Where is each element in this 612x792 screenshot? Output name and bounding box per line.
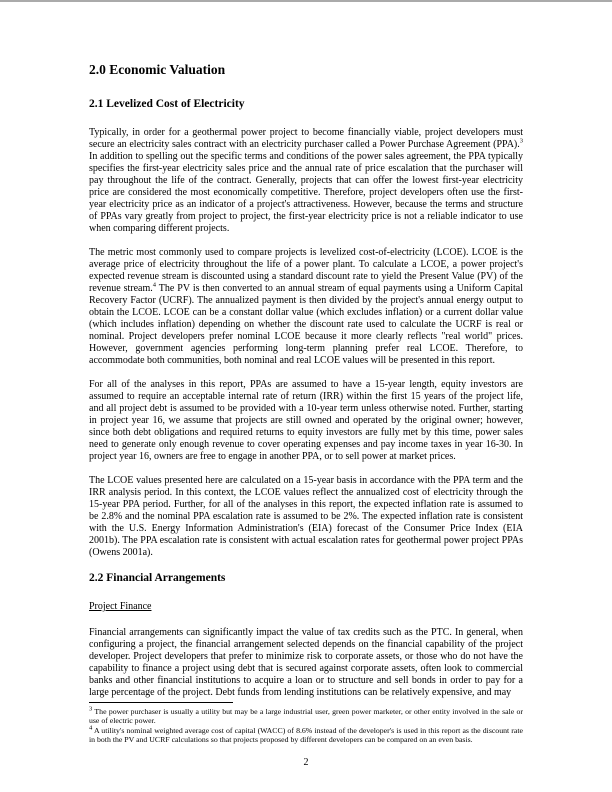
paragraph-text: Typically, in order for a geothermal power project to become financially viable, project developers must secure an electricity sales contract with an electricity purchaser called a Power Purchase Agreement (PPA).: [89, 127, 523, 150]
paragraph-lcoe-definition: [89, 247, 523, 367]
paragraph-lcoe-basis: The LCOE values presented here are calculated on a 15-year basis in accordance with the PPA term and the IRR analysis period. In this context, the LCOE values reflect the annualized cost of electricity through the 15-year PPA period. Further, for all of the analyses in this report, the expected inflation rate is assumed to be 2.8% and the nominal PPA escalation rate is assumed to be 2%. The expected inflation rate is consistent with the U.S. Energy Information Administration's (EIA) forecast of the Consumer Price Index (EIA 2001b). The PPA escalation rate is consistent with actual escalation rates for geothermal power project PPAs (Owens 2001a).: [89, 475, 523, 558]
heading-economic-valuation: 2.0 Economic Valuation: [89, 62, 226, 77]
paragraph-ppa-intro: [89, 127, 523, 235]
heading-levelized-cost: 2.1 Levelized Cost of Electricity: [89, 98, 245, 110]
footnote-ref-4: 4: [152, 281, 157, 289]
paragraph-text: In addition to spelling out the specific terms and conditions of the power sales agreement, the PPA typically specifies the first-year electricity sales price and the annual rate of price escalation that the purchaser will pay throughout the life of the contract. Generally, projects that can offer the lowest first-year electricity price are considered the most economically competitive. Therefore, project developers often use the first-year electricity price as an indicator of a project's attractiveness. However, because the terms and structure of PPAs vary greatly from project to project, the first-year electricity price is not a reliable indicator to use when comparing different projects.: [89, 151, 523, 234]
footnote-marker-4: 4: [89, 724, 93, 732]
footnote-3: [89, 707, 523, 726]
footnote-separator: [89, 702, 233, 703]
page-number: 2: [303, 757, 309, 768]
paragraph-text: The metric most commonly used to compare projects is levelized cost-of-electricity (LCOE). LCOE is the average price of electricity throughout the life of a power plant. To calculate a LCOE, a power project's expected revenue stream is discounted using a standard discount rate to yield the Present Value (PV) of the revenue stream.: [89, 247, 523, 294]
page-top-edge-artifact: [0, 0, 612, 2]
paragraph-text: The PV is then converted to an annual stream of equal payments using a Uniform Capital Recovery Factor (UCRF). The annualized payment is then divided by the project's annual energy output to obtain the LCOE. LCOE can be a constant dollar value (which excludes inflation) or a current dollar value (which includes inflation) depending on whether the discount rate used to calculate the UCRF is real or nominal. Project developers prefer nominal LCOE because it more clearly reflects "real world" prices. However, government agencies performing long-term planning prefer real LCOE. Therefore, to accommodate both communities, both nominal and real LCOE values will be presented in this report.: [89, 283, 523, 366]
footnote-marker-3: 3: [89, 705, 93, 713]
footnote-4: [89, 726, 523, 745]
footnote-text: A utility's nominal weighted average cost of capital (WACC) of 8.6% instead of the developer's is used in this report as the discount rate in both the PV and UCRF calculations so that projects proposed by different developers can be compared on an even basis.: [89, 725, 523, 745]
paragraph-ppa-assumptions: For all of the analyses in this report, PPAs are assumed to have a 15-year length, equity investors are assumed to require an acceptable internal rate of return (IRR) within the first 15 years of the project life, and all project debt is assumed to be provided with a 10-year term unless otherwise noted. Further, starting in project year 16, we assume that projects are still owned and operated by the original owner; however, since both debt obligations and required returns to equity investors are fully met by this time, power sales need to generate only enough revenue to cover operating expenses and pay income taxes in year 16-30. In project year 16, owners are free to engage in another PPA, or to sell power at market prices.: [89, 379, 523, 462]
heading-project-finance: Project Finance: [89, 601, 152, 612]
footnote-area: [89, 702, 523, 745]
footnote-text: The power purchaser is usually a utility but may be a large industrial user, green power marketer, or other entity involved in the sale or use of electric power.: [89, 707, 523, 726]
heading-financial-arrangements: 2.2 Financial Arrangements: [89, 572, 226, 584]
paragraph-project-finance: Financial arrangements can significantly impact the value of tax credits such as the PTC. In general, when configuring a project, the financial arrangement selected depends on the financial capability of the project developer. Project developers that prefer to minimize risk to corporate assets, or those who do not have the capability to finance a project using debt that is secured against corporate assets, often look to commercial banks and other financial institutions to acquire a loan or to structure and sell bonds in order to pay for a large percentage of the project. Debt funds from lending institutions can be relatively expensive, and may: [89, 627, 523, 698]
footnote-ref-3: 3: [519, 137, 523, 145]
